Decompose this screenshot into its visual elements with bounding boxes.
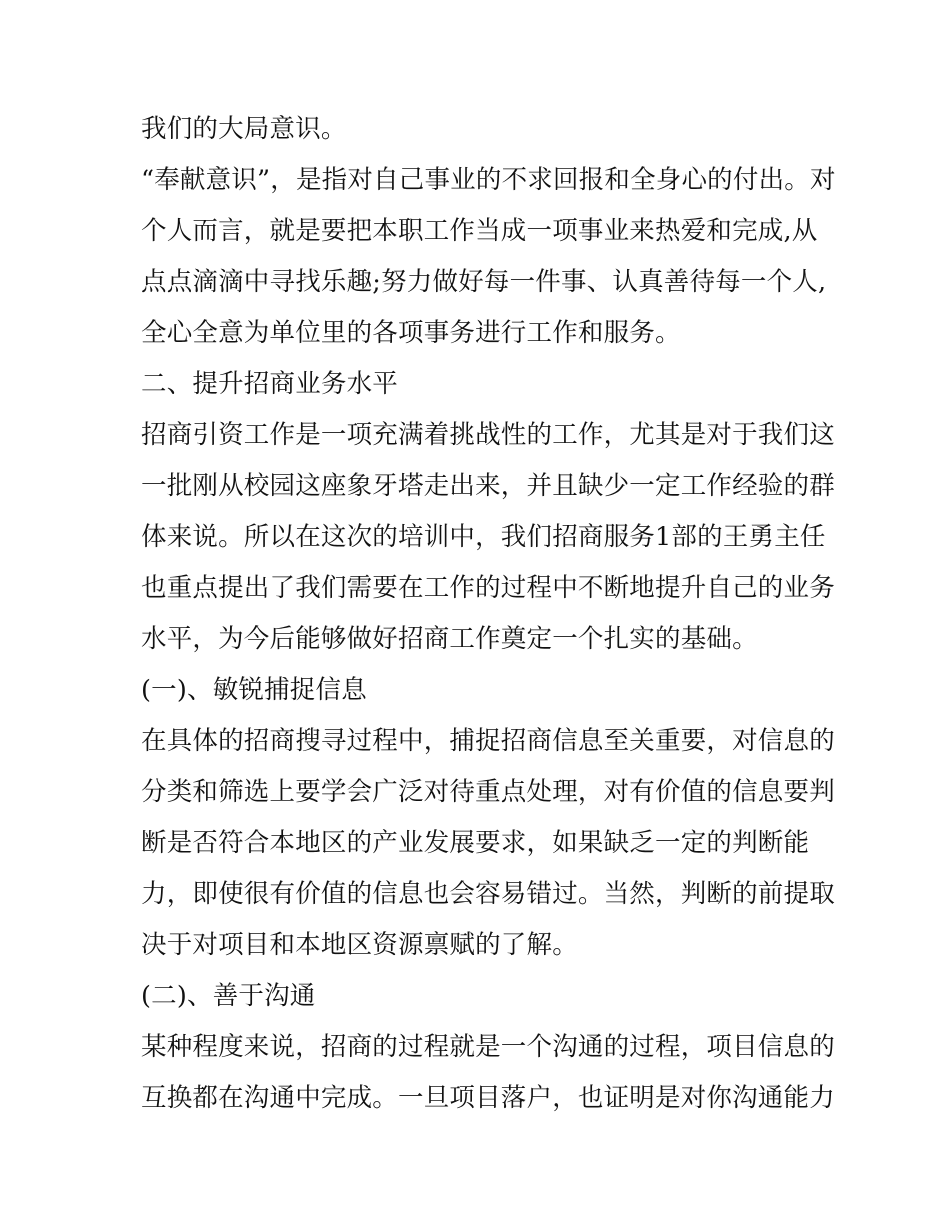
text-line: 决于对项目和本地区资源禀赋的了解。	[141, 930, 578, 960]
text-line: 力，即使很有价值的信息也会容易错过。当然，判断的前提取	[141, 879, 835, 909]
text-line: 断是否符合本地区的产业发展要求，如果缺乏一定的判断能	[141, 828, 810, 858]
text-line: 水平，为今后能够做好招商工作奠定一个扎实的基础。	[141, 624, 758, 654]
body-text	[141, 104, 836, 1124]
text-line: 点点滴滴中寻找乐趣;努力做好每一件事、认真善待每一个人,	[141, 267, 827, 297]
text-line: 我们的大局意识。	[141, 114, 347, 144]
subsection-heading: (一)、敏锐捕捉信息	[141, 675, 367, 705]
section-heading: 二、提升招商业务水平	[141, 369, 399, 399]
text-line: 在具体的招商搜寻过程中，捕捉招商信息至关重要，对信息的	[141, 726, 835, 756]
text-line: 某种程度来说，招商的过程就是一个沟通的过程，项目信息的	[141, 1032, 835, 1062]
text-line: 互换都在沟通中完成。一旦项目落户，也证明是对你沟通能力	[141, 1083, 835, 1113]
subsection-heading: (二)、善于沟通	[141, 981, 316, 1011]
text-line: 全心全意为单位里的各项事务进行工作和服务。	[141, 318, 681, 348]
text-line: 分类和筛选上要学会广泛对待重点处理，对有价值的信息要判	[141, 777, 835, 807]
text-line: “奉献意识”，是指对自己事业的不求回报和全身心的付出。对	[141, 165, 836, 195]
text-line: 一批刚从校园这座象牙塔走出来，并且缺少一定工作经验的群	[141, 471, 835, 501]
text-line: 个人而言，就是要把本职工作当成一项事业来热爱和完成,从	[141, 216, 818, 246]
text-line: 也重点提出了我们需要在工作的过程中不断地提升自己的业务	[141, 573, 835, 603]
text-line: 体来说。所以在这次的培训中，我们招商服务1部的王勇主任	[141, 522, 826, 552]
text-line: 招商引资工作是一项充满着挑战性的工作，尤其是对于我们这	[141, 420, 835, 450]
